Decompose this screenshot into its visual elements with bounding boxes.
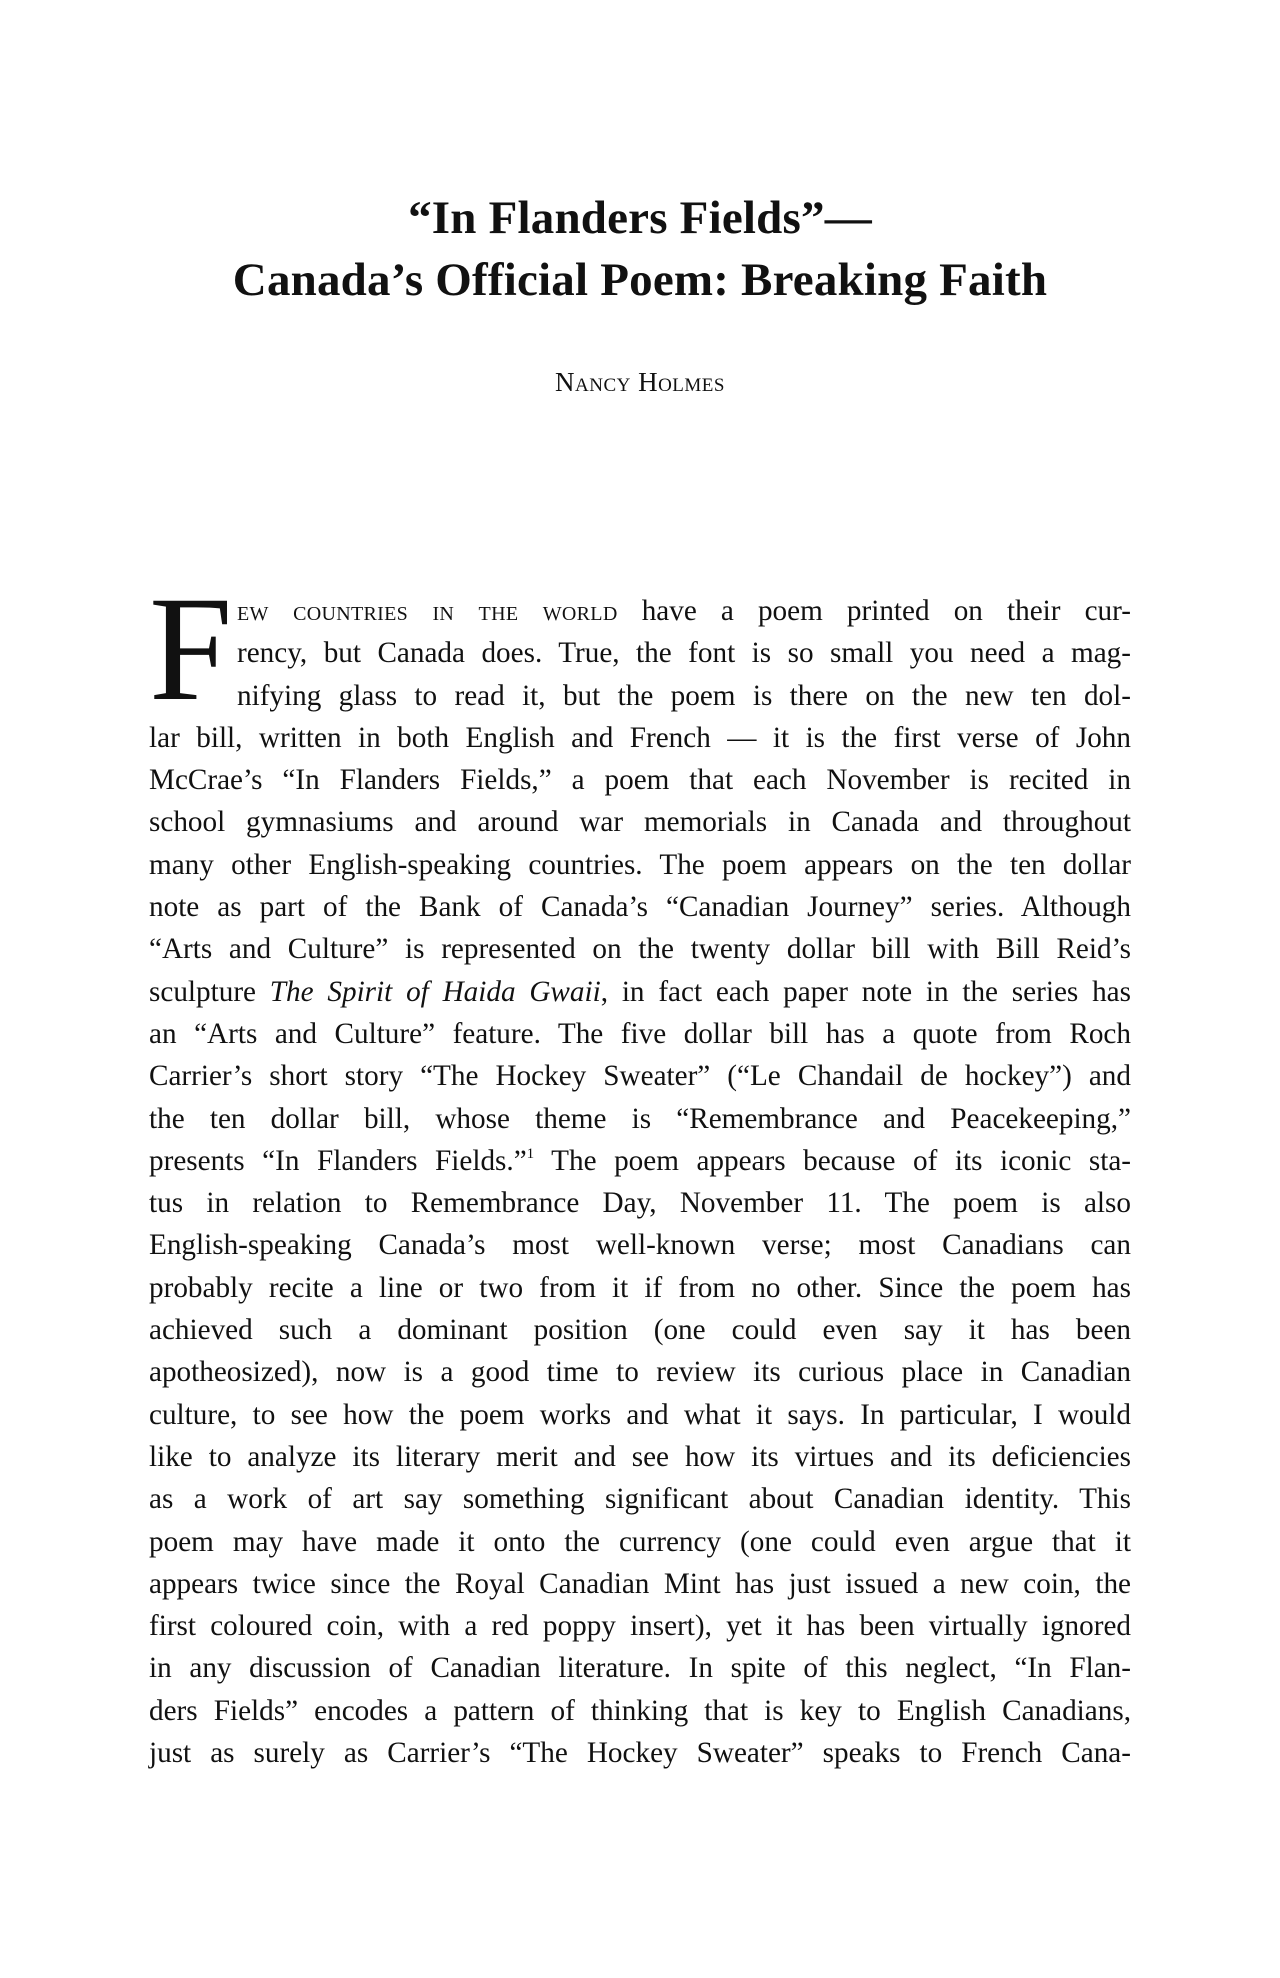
body-line: many other English-speaking countries. The poem appears on the ten dollar [149, 848, 1131, 881]
body-line: an “Arts and Culture” feature. The five dollar bill has a quote from Roch [149, 1017, 1131, 1050]
body-line: like to analyze its literary merit and see how its virtues and its deficiencies [149, 1440, 1131, 1473]
drop-cap: F [149, 566, 233, 732]
body-line: in any discussion of Canadian literature. In spite of this neglect, “In Flan- [149, 1652, 1131, 1685]
body-line [149, 1140, 1131, 1182]
body-line [149, 971, 1131, 1013]
article-title-line-1: “In Flanders Fields”— [408, 192, 872, 244]
body-line: school gymnasiums and around war memorials in Canada and throughout [149, 806, 1131, 839]
article-body [149, 590, 1131, 1774]
artwork-title: The Spirit of Haida Gwaii [269, 975, 601, 1008]
body-line: achieved such a dominant position (one could even say it has been [149, 1314, 1131, 1347]
body-line: probably recite a line or two from it if from no other. Since the poem has [149, 1271, 1131, 1304]
body-line: culture, to see how the poem works and what it says. In particular, I would [149, 1398, 1131, 1431]
article-author: Nancy Holmes [555, 367, 725, 397]
body-text: have a poem printed on their cur- [617, 595, 1132, 627]
body-line: lar bill, written in both English and French — it is the first verse of John [149, 721, 1131, 754]
body-text: , in fact each paper note in the series has [600, 975, 1131, 1008]
body-line: McCrae’s “In Flanders Fields,” a poem that each November is recited in [149, 764, 1131, 797]
body-line: as a work of art say something significant about Canadian identity. This [149, 1483, 1131, 1516]
body-line: appears twice since the Royal Canadian Mint has just issued a new coin, the [149, 1567, 1131, 1600]
body-line: tus in relation to Remembrance Day, November 11. The poem is also [149, 1187, 1131, 1220]
body-line: “Arts and Culture” is represented on the twenty dollar bill with Bill Reid’s [149, 933, 1131, 966]
body-line: apotheosized), now is a good time to review its curious place in Canadian [149, 1356, 1131, 1389]
article-title-line-2: Canada’s Official Poem: Breaking Faith [232, 254, 1048, 306]
body-line: note as part of the Bank of Canada’s “Canadian Journey” series. Although [149, 891, 1131, 924]
body-line: just as surely as Carrier’s “The Hockey Sweater” speaks to French Cana- [149, 1737, 1131, 1770]
body-line: English-speaking Canada’s most well-known verse; most Canadians can [149, 1229, 1131, 1262]
body-line: the ten dollar bill, whose theme is “Remembrance and Peacekeeping,” [149, 1102, 1131, 1135]
body-line: ders Fields” encodes a pattern of thinking that is key to English Canadians, [149, 1694, 1131, 1727]
body-line: rency, but Canada does. True, the font is so small you need a mag- [237, 637, 1131, 670]
opening-small-caps: ew countries in the world [237, 595, 618, 627]
footnote-reference[interactable]: 1 [526, 1145, 535, 1162]
body-text: sculpture [149, 975, 270, 1008]
body-line: Carrier’s short story “The Hockey Sweater” (“Le Chandail de hockey”) and [149, 1060, 1131, 1093]
body-line: poem may have made it onto the currency (one could even argue that it [149, 1525, 1131, 1558]
body-text: The poem appears because of its iconic sta- [534, 1144, 1131, 1177]
body-line [149, 590, 1131, 632]
body-line: first coloured coin, with a red poppy insert), yet it has been virtually ignored [149, 1610, 1131, 1643]
body-line: nifying glass to read it, but the poem is there on the new ten dol- [237, 679, 1131, 712]
body-text: presents “In Flanders Fields.” [149, 1144, 527, 1177]
